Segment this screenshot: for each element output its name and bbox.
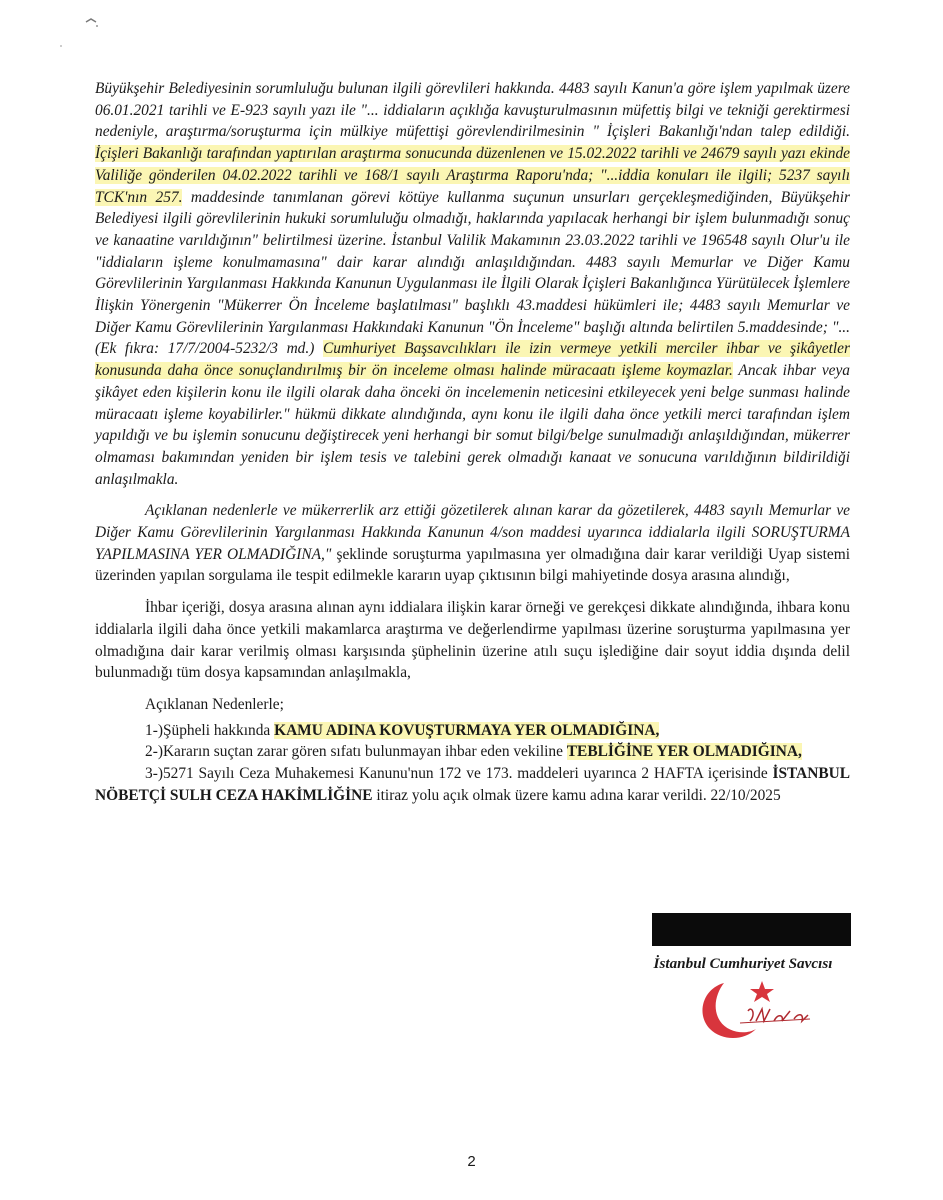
decision-text: 3-)5271 Sayılı Ceza Muhakemesi Kanunu'nun 172 ve 173. maddeleri uyarınca 2 HAFTA içerisinde xyxy=(145,765,773,783)
page-number: 2 xyxy=(467,1153,476,1170)
signature-title: İstanbul Cumhuriyet Savcısı xyxy=(653,955,833,972)
reasons-label: Açıklanan Nedenlerle; xyxy=(145,695,284,713)
paragraph-segment: İhbar içeriği, dosya arasına alınan aynı iddialara ilişkin karar örneği ve gerekçesi dikkate alındığında, ihbara konu iddialarla ilgili daha önce yetkili makamlarca araştırma ve değerlendirme yapılması üzerine soruşturma yapılmasına yer olmadığına dair karar verilmiş olması karşısında şüphelinin üzerine atılı suçu işlediğine dair soyut iddia dışında delil bulunmadığı tüm dosya kapsamından anlaşılmakla, xyxy=(95,599,850,682)
scan-artifact-mark xyxy=(55,14,113,54)
decision-text: itiraz yolu açık olmak üzere kamu adına karar verildi. 22/10/2025 xyxy=(372,786,781,804)
redaction-bar xyxy=(652,913,851,946)
paragraph-segment: maddesinde tanımlanan görevi kötüye kullanma suçunun unsurları gerçekleşmediğinden, Büyükşehir Belediyesi ilgili görevlilerinin hukuki sorumluluğu olmadığı, haklarında yapılacak herhangi bir işlem bulunmadığı sonuç ve kanaatine varıldığının" belirtilmesi üzerine. İstanbul Valilik Makamının 23.03.2022 tarihli ve 196548 sayılı Olur'u ile "iddiaların işleme konulmamasına" dair karar alındığı anlaşıldığından. 4483 sayılı Memurlar ve Diğer Kamu Görevlilerinin Yargılanması Hakkında Kanunun Uygulanması ile İlgili Olarak İçişleri Bakanlığınca Yürütülecek İşlemlere İlişkin Yönergenin "Mükerrer Ön İnceleme başlatılması" başlıklı 43.maddesi hükümleri ile; 4483 sayılı Memurlar ve Diğer Kamu Görevlilerinin Yargılanması Hakkındaki Kanunun "Ön İnceleme" başlığı altında belirtilen 5.maddesinde; "... (Ek fıkra: 17/7/2004-5232/3 md.) xyxy=(95,188,850,358)
paragraph-inquiry-history xyxy=(95,78,850,490)
decision-item-1 xyxy=(95,720,850,742)
decision-bold-text: TEBLİĞİNE YER OLMADIĞINA, xyxy=(566,743,802,761)
paragraph-prior-decision xyxy=(95,500,850,587)
document-page xyxy=(95,78,850,807)
paragraph-segment: şeklinde soruşturma yapılmasına yer olmadığına dair karar verildiği Uyap sistemi üzerinden yapılan sorgulama ile tespit edilmekle kararın uyap çıktısının bilgi mahiyetinde dosya arasına alındığı, xyxy=(95,545,850,585)
decision-text: 2-)Kararın suçtan zarar gören sıfatı bulunmayan ihbar eden vekiline xyxy=(145,743,567,761)
decision-bold-text: KAMU ADINA KOVUŞTURMAYA YER OLMADIĞINA, xyxy=(274,721,660,739)
paragraph-segment: Açıklanan nedenlerle ve mükerrerlik arz ettiği gözetilerek alınan karar da gözetilerek, 4483 sayılı Memurlar ve Diğer Kamu Görevlilerinin Yargılanması Hakkında Kanunun 4/son maddesi uyarınca iddialarla ilgili SORUŞTURMA YAPILMASINA YER OLMADIĞINA," xyxy=(95,502,850,563)
decision-item-3 xyxy=(95,763,850,806)
crescent-star-seal-icon xyxy=(690,975,830,1045)
paragraph-evaluation xyxy=(95,597,850,684)
decision-item-2 xyxy=(95,741,850,763)
decision-bold-text: İSTANBUL NÖBETÇİ SULH CEZA HAKİMLİĞİNE xyxy=(95,765,850,804)
highlighted-segment: Cumhuriyet Başsavcılıkları ile izin vermeye yetkili merciler ihbar ve şikâyetler konusunda daha önce sonuçlandırılmış bir ön inceleme olması halinde müracaatı işleme koymazlar. xyxy=(95,340,850,380)
paragraph-segment: Ancak ihbar veya şikâyet eden kişilerin konu ile ilgili olarak daha önceki ön incelemenin neticesini etkileyecek yeni belge sunması halinde müracaatı işleme koyabilirler." hükmü dikkate alındığında, aynı konu ile ilgili daha önce yetkili merci tarafından işlem yapıldığı ve bu işlemin sonucunu değiştirecek yeni herhangi bir somut bilgi/belge sunulmadığı anlaşıldığından, mükerrer olmaması bakımından yeniden bir işlem tesis ve talebini gerek olmadığı kanaat ve sonucuna varıldığının bildirildiği anlaşılmakla. xyxy=(95,362,851,488)
paragraph-segment: Büyükşehir Belediyesinin sorumluluğu bulunan ilgili görevlileri hakkında. 4483 sayılı Kanun'a göre işlem yapılmak üzere 06.01.2021 tarihli ve E-923 sayılı yazı ile "... iddiaların açıklığa kavuşturulmasının müfettiş bilgi ve tekniği gerektirmesi nedeniyle, araştırma/soruşturma için mülkiye müfettişi görevlendirilmesinin " İçişleri Bakanlığı'ndan talep edildiği. xyxy=(95,80,850,141)
decision-text: 1-)Şüpheli hakkında xyxy=(145,721,275,739)
highlighted-segment: İçişleri Bakanlığı tarafından yaptırılan araştırma sonucunda düzenlenen ve 15.02.2022 tarihli ve 24679 sayılı yazı ekinde Valiliğe gönderilen 04.02.2022 tarihli ve 168/1 sayılı Araştırma Raporu'nda; "...iddia konuları ile ilgili; 5237 sayılı TCK'nın 257. xyxy=(95,145,850,206)
